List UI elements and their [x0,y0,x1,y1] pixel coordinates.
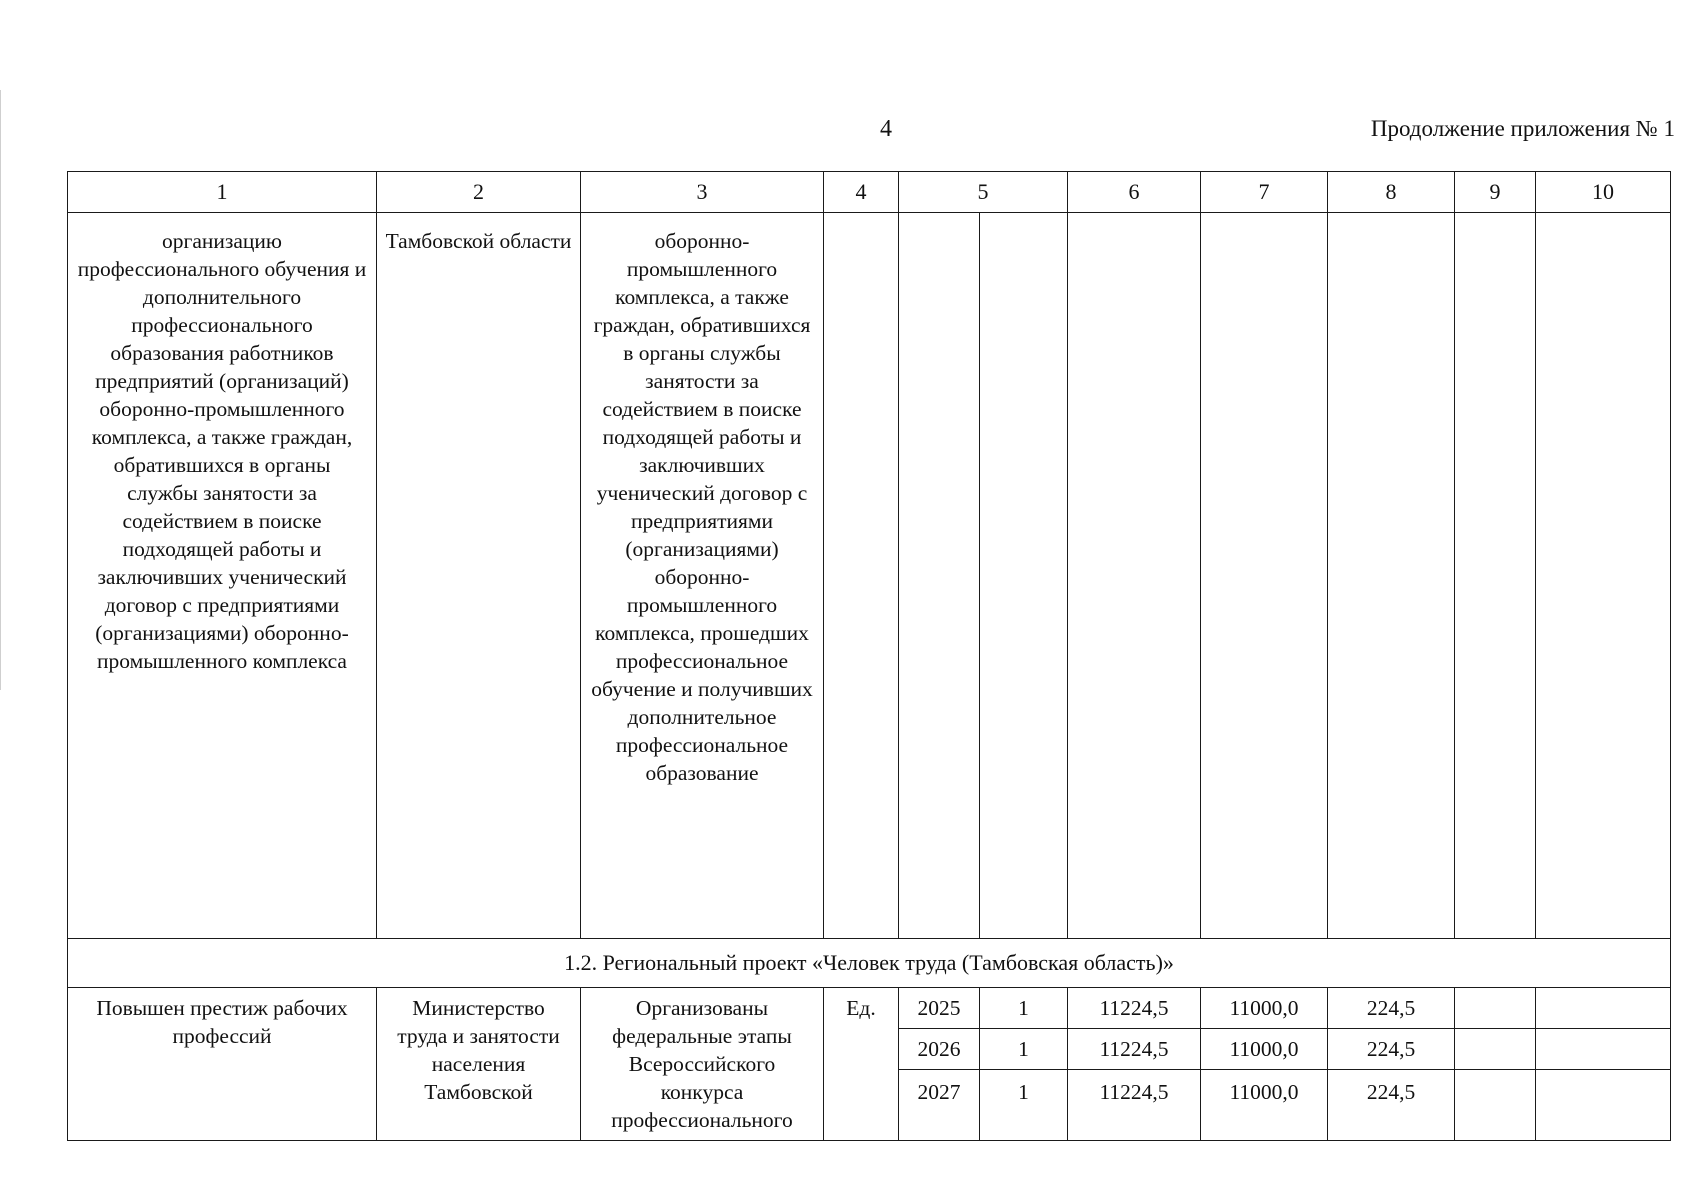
regional-cell: 224,5 [1328,1029,1455,1070]
indicator-description-cell [581,213,824,939]
empty-cell [1455,1029,1536,1070]
project-indicator-cell [581,988,824,1141]
column-header-9: 9 [1455,172,1536,213]
section-row [68,939,1671,988]
empty-cell [1201,213,1328,939]
column-header-6: 6 [1068,172,1201,213]
total-cell: 11224,5 [1068,1070,1201,1141]
federal-cell: 11000,0 [1201,1029,1328,1070]
project-executor-cell [377,988,581,1141]
value-cell: 1 [980,1070,1068,1141]
unit-cell: Ед. [824,988,899,1141]
empty-cell [1455,988,1536,1029]
federal-cell: 11000,0 [1201,988,1328,1029]
column-header-1: 1 [68,172,377,213]
result-description-text: организацию профессионального обучения и дополнительного профессионального образования работников предприятий (организаций) оборонно-промышленного комплекса, а также граждан, обратившихся в органы службы занятости за содействием в поиске подходящей работы и заключивших ученический договор с предприятиями (организациями) оборонно-промышленного комплекса [77,229,367,673]
regional-cell: 224,5 [1328,1070,1455,1141]
year-cell: 2027 [899,1070,980,1141]
responsible-executor-cell [377,213,581,939]
table-row-2025 [68,988,1671,1029]
column-header-2: 2 [377,172,581,213]
value-cell: 1 [980,988,1068,1029]
empty-cell [1328,213,1455,939]
column-header-5: 5 [899,172,1068,213]
indicator-description-text: оборонно-промышленного комплекса, а также граждан, обратившихся в органы службы занятости за содействием в поиске подходящей работы и заключивших ученический договор с предприятиями (организациями) оборонно-промышленного комплекса, прошедших профессиональное обучение и получивших дополнительное профессиональное образование [591,229,813,785]
section-title: 1.2. Региональный проект «Человек труда (Тамбовская область)» [68,939,1671,988]
empty-cell [1536,1070,1671,1141]
empty-cell [1536,988,1671,1029]
empty-cell [1068,213,1201,939]
empty-cell [1455,1070,1536,1141]
scan-edge-line [0,90,1,690]
column-header-10: 10 [1536,172,1671,213]
year-cell: 2025 [899,988,980,1029]
empty-cell [824,213,899,939]
project-executor-text: Министерство труда и занятости населения Тамбовской [397,996,560,1104]
federal-cell: 11000,0 [1201,1070,1328,1141]
column-header-4: 4 [824,172,899,213]
appendix-continuation-label: Продолжение приложения № 1 [1370,116,1675,141]
empty-cell [1455,213,1536,939]
project-result-text: Повышен престиж рабочих профессий [96,996,348,1048]
column-header-7: 7 [1201,172,1328,213]
page-number: 4 [880,116,892,142]
column-header-8: 8 [1328,172,1455,213]
empty-cell [1536,1029,1671,1070]
project-result-cell [68,988,377,1141]
appendix-table [67,171,1671,1141]
year-cell: 2026 [899,1029,980,1070]
empty-cell [1536,213,1671,939]
empty-cell [899,213,980,939]
project-indicator-text: Организованы федеральные этапы Всероссийского конкурса профессионального [611,996,793,1132]
total-cell: 11224,5 [1068,1029,1201,1070]
continued-table-row [68,213,1671,939]
empty-cell [980,213,1068,939]
result-description-cell [68,213,377,939]
value-cell: 1 [980,1029,1068,1070]
responsible-executor-text: Тамбовской области [385,229,572,253]
total-cell: 11224,5 [1068,988,1201,1029]
regional-cell: 224,5 [1328,988,1455,1029]
column-header-3: 3 [581,172,824,213]
column-number-row [68,172,1671,213]
